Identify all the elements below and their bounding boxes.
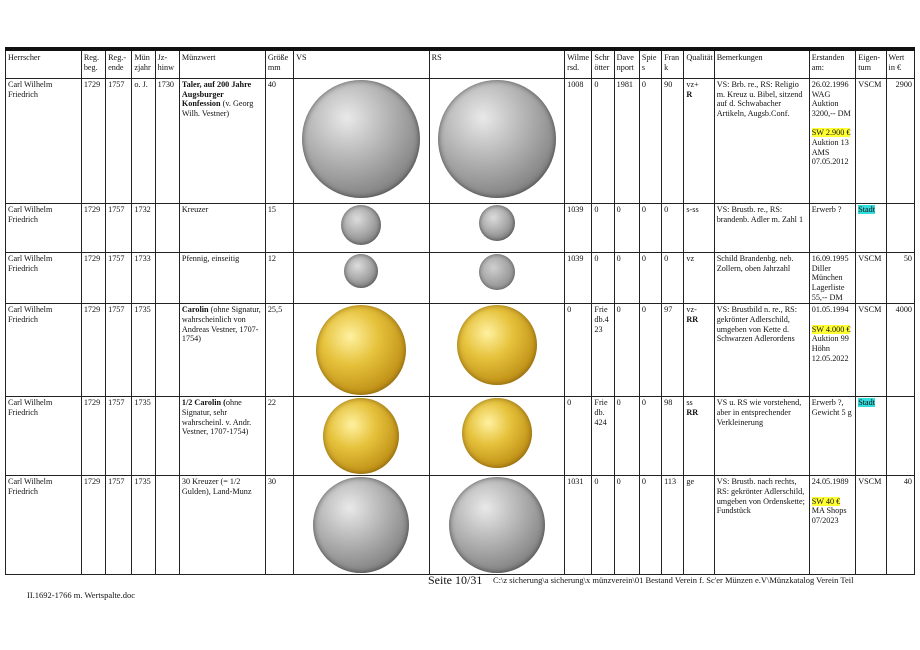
file-path: C:\z sicherung\a sicherung\x münzverein\01 Bestand Verein f. Sc'er Münzen e.V\Münzkatalog Verein Teil [493, 575, 854, 585]
davenport-cell: 0 [614, 397, 639, 476]
schroetter-cell: Frie db. 424 [592, 397, 614, 476]
wilmersdoerffer-cell: 1031 [565, 476, 592, 575]
reign-begin-cell: 1729 [81, 79, 105, 204]
header-row [6, 49, 915, 79]
col-header: Reg. beg. [81, 49, 105, 79]
col-header: Reg.-ende [106, 49, 132, 79]
schroetter-cell: 0 [592, 79, 614, 204]
coin-image [341, 205, 381, 245]
denomination-bold: Carolin [181, 305, 209, 315]
coin-image [323, 398, 399, 474]
obverse-image-cell [294, 204, 429, 253]
acquired-cell [809, 304, 856, 397]
denomination-bold: 1/2 Carolin ( [181, 398, 226, 408]
size-cell: 22 [265, 397, 293, 476]
acquired-info: 01.05.1994 [811, 305, 849, 315]
quality-grade: s-ss [686, 205, 699, 214]
ruler-cell: Carl Wilhelm Friedrich [6, 79, 82, 204]
ruler-cell: Carl Wilhelm Friedrich [6, 204, 82, 253]
mint-year-cell: 1735 [132, 476, 155, 575]
reign-end-cell: 1757 [106, 253, 132, 304]
acquired-info: 16.09.1995 Diller München Lagerliste 55,-- DM [811, 254, 849, 302]
col-header: Erstanden am: [809, 49, 856, 79]
spies-cell: 0 [639, 304, 661, 397]
rarity-grade: RR [686, 408, 699, 418]
remarks-cell: VS u. RS wie vorstehend, aber in entsprechender Verkleinerung [714, 397, 809, 476]
owner-cell [856, 397, 886, 476]
coin-image [479, 254, 515, 290]
coin-image [449, 477, 545, 573]
ruler-cell: Carl Wilhelm Friedrich [6, 397, 82, 476]
reign-begin-cell: 1729 [81, 253, 105, 304]
quality-cell [684, 304, 714, 397]
acquired-cell [809, 397, 856, 476]
reign-end-cell: 1757 [106, 476, 132, 575]
reverse-image-cell [429, 476, 564, 575]
denomination-cell [179, 204, 265, 253]
mint-year-cell: 1735 [132, 397, 155, 476]
remarks-cell: VS: Brb. re., RS: Religio m. Kreuz u. Bibel, sitzend auf d. Schwabacher Artikeln, Augsb.Conf. [714, 79, 809, 204]
acquired-cell [809, 253, 856, 304]
denomination-cell [179, 253, 265, 304]
table-row [6, 253, 915, 304]
denomination-bold: Taler, auf 200 Jahre Augsburger Konfession [181, 80, 252, 109]
owner-label: VSCM [858, 305, 882, 315]
reign-end-cell: 1757 [106, 397, 132, 476]
denomination-text: ohne Signatur, sehr wahrscheinl. v. Andr. Vestner, 1707-1754) [181, 398, 252, 437]
year-note-cell [155, 204, 179, 253]
reign-begin-cell: 1729 [81, 397, 105, 476]
reverse-image-cell [429, 253, 564, 304]
owner-cell [856, 253, 886, 304]
acquired-cell [809, 79, 856, 204]
year-note-cell [155, 304, 179, 397]
frank-cell: 0 [662, 204, 684, 253]
value-cell [886, 397, 914, 476]
coin-image [479, 205, 515, 241]
coin-image [457, 305, 537, 385]
owner-cell [856, 476, 886, 575]
rarity-grade: RR [686, 315, 699, 325]
acquired-info: Erwerb ?, Gewicht 5 g [811, 398, 852, 418]
denomination-text: (ohne Signatur, wahrscheinlich von Andreas Vestner, 1707-1754) [181, 305, 261, 344]
davenport-cell: 0 [614, 476, 639, 575]
frank-cell: 90 [662, 79, 684, 204]
obverse-image-cell [294, 304, 429, 397]
obverse-image-cell [294, 79, 429, 204]
year-note-cell [155, 397, 179, 476]
acquired-cell [809, 204, 856, 253]
estimated-value-badge: SW 40 € [811, 496, 841, 506]
file-name: II.1692-1766 m. Wertspalte.doc [27, 590, 135, 600]
reign-begin-cell: 1729 [81, 476, 105, 575]
quality-grade: ss [686, 398, 693, 408]
col-header: Größe mm [265, 49, 293, 79]
quality-grade: ge [686, 477, 695, 487]
owner-label: Stadt [858, 398, 876, 408]
wilmersdoerffer-cell: 0 [565, 304, 592, 397]
table-row [6, 476, 915, 575]
coin-image [313, 477, 409, 573]
reverse-image-cell [429, 304, 564, 397]
remarks-cell: VS: Brustb. nach rechts, RS: gekrönter Adlerschild, umgeben von Ordenskette; Fundstück [714, 476, 809, 575]
value-cell: 40 [886, 476, 914, 575]
schroetter-cell: 0 [592, 476, 614, 575]
ruler-cell: Carl Wilhelm Friedrich [6, 253, 82, 304]
reign-begin-cell: 1729 [81, 304, 105, 397]
frank-cell: 113 [662, 476, 684, 575]
quality-grade: vz [686, 254, 695, 263]
size-cell: 15 [265, 204, 293, 253]
spies-cell: 0 [639, 204, 661, 253]
schroetter-cell: 0 [592, 204, 614, 253]
col-header: Fran k [662, 49, 684, 79]
size-cell: 12 [265, 253, 293, 304]
remarks-cell: VS: Brustbild n. re., RS: gekrönter Adlerschild, umgeben von Kette d. Schwarzen Adlerordens [714, 304, 809, 397]
denomination-text: Kreuzer [181, 205, 209, 214]
obverse-image-cell [294, 397, 429, 476]
auction-info: Auktion 99 Höhn 12.05.2022 [811, 334, 849, 363]
denomination-text: Pfennig, einseitig [181, 254, 240, 263]
reign-end-cell: 1757 [106, 304, 132, 397]
remarks-cell: VS: Brustb. re., RS: brandenb. Adler m. Zahl 1 [714, 204, 809, 253]
quality-cell [684, 79, 714, 204]
coin-catalog-table [5, 47, 915, 575]
coin-image [302, 80, 420, 198]
reverse-image-cell [429, 204, 564, 253]
reign-end-cell: 1757 [106, 79, 132, 204]
reverse-image-cell [429, 397, 564, 476]
year-note-cell [155, 476, 179, 575]
owner-label: VSCM [858, 80, 882, 89]
denomination-cell [179, 79, 265, 204]
frank-cell: 0 [662, 253, 684, 304]
spies-cell: 0 [639, 79, 661, 204]
davenport-cell: 0 [614, 304, 639, 397]
quality-cell [684, 397, 714, 476]
reign-begin-cell: 1729 [81, 204, 105, 253]
table-row [6, 304, 915, 397]
col-header: Dave nport [614, 49, 639, 79]
col-header: Eigen-tum [856, 49, 886, 79]
denomination-text: 30 Kreuzer (= 1/2 Gulden), Land-Munz [181, 477, 252, 497]
rarity-grade: R [686, 89, 693, 99]
acquired-info: 24.05.1989 [811, 477, 849, 487]
size-cell: 30 [265, 476, 293, 575]
acquired-cell [809, 476, 856, 575]
remarks-cell: Schild Brandenbg. neb. Zollern, oben Jahrzahl [714, 253, 809, 304]
estimated-value-badge: SW 4.000 € [811, 324, 851, 334]
davenport-cell: 0 [614, 253, 639, 304]
table-row [6, 79, 915, 204]
owner-cell [856, 79, 886, 204]
obverse-image-cell [294, 253, 429, 304]
col-header: Wilme rsd. [565, 49, 592, 79]
owner-cell [856, 204, 886, 253]
mint-year-cell: 1735 [132, 304, 155, 397]
reign-end-cell: 1757 [106, 204, 132, 253]
value-cell: 2900 [886, 79, 914, 204]
owner-label: VSCM [858, 254, 882, 263]
davenport-cell: 0 [614, 204, 639, 253]
col-header: RS [429, 49, 564, 79]
table-row [6, 397, 915, 476]
col-header: Bemerkungen [714, 49, 809, 79]
year-note-cell [155, 253, 179, 304]
table-row [6, 204, 915, 253]
reverse-image-cell [429, 79, 564, 204]
col-header: Münzwert [179, 49, 265, 79]
owner-label: Stadt [858, 205, 876, 214]
davenport-cell: 1981 [614, 79, 639, 204]
spies-cell: 0 [639, 476, 661, 575]
acquired-info: Erwerb ? [811, 205, 842, 214]
auction-info: MA Shops 07/2023 [811, 506, 847, 526]
coin-image [462, 398, 532, 468]
schroetter-cell: 0 [592, 253, 614, 304]
spies-cell: 0 [639, 397, 661, 476]
page-number: Seite 10/31 [428, 573, 483, 587]
ruler-cell: Carl Wilhelm Friedrich [6, 304, 82, 397]
col-header: Mün zjahr [132, 49, 155, 79]
mint-year-cell: 1733 [132, 253, 155, 304]
col-header: Jz-hinw [155, 49, 179, 79]
col-header: VS [294, 49, 429, 79]
owner-label: VSCM [858, 477, 882, 487]
coin-image [344, 254, 378, 288]
frank-cell: 98 [662, 397, 684, 476]
denomination-cell [179, 304, 265, 397]
mint-year-cell: o. J. [132, 79, 155, 204]
quality-cell [684, 204, 714, 253]
quality-grade: vz- [686, 305, 697, 315]
col-header: Spie s [639, 49, 661, 79]
value-cell [886, 204, 914, 253]
col-header: Schr ötter [592, 49, 614, 79]
schroetter-cell: Frie db.4 23 [592, 304, 614, 397]
mint-year-cell: 1732 [132, 204, 155, 253]
col-header: Herrscher [6, 49, 82, 79]
value-cell: 4000 [886, 304, 914, 397]
coin-image [438, 80, 556, 198]
value-cell: 50 [886, 253, 914, 304]
estimated-value-badge: SW 2.900 € [811, 128, 851, 138]
ruler-cell: Carl Wilhelm Friedrich [6, 476, 82, 575]
quality-cell [684, 253, 714, 304]
denomination-cell [179, 476, 265, 575]
size-cell: 25,5 [265, 304, 293, 397]
wilmersdoerffer-cell: 1039 [565, 253, 592, 304]
wilmersdoerffer-cell: 1039 [565, 204, 592, 253]
denomination-cell [179, 397, 265, 476]
auction-info: Auktion 13 AMS 07.05.2012 [811, 138, 849, 167]
quality-grade: vz+ [686, 80, 699, 89]
quality-cell [684, 476, 714, 575]
denomination-text: (v. Georg Wilh. Vestner) [181, 99, 254, 119]
year-note-cell: 1730 [155, 79, 179, 204]
frank-cell: 97 [662, 304, 684, 397]
col-header: Qualität [684, 49, 714, 79]
size-cell: 40 [265, 79, 293, 204]
obverse-image-cell [294, 476, 429, 575]
acquired-info: 26.02.1996 WAG Auktion 3200,-- DM [811, 80, 851, 119]
coin-image [316, 305, 406, 395]
spies-cell: 0 [639, 253, 661, 304]
owner-cell [856, 304, 886, 397]
col-header: Wert in € [886, 49, 914, 79]
wilmersdoerffer-cell: 0 [565, 397, 592, 476]
wilmersdoerffer-cell: 1008 [565, 79, 592, 204]
